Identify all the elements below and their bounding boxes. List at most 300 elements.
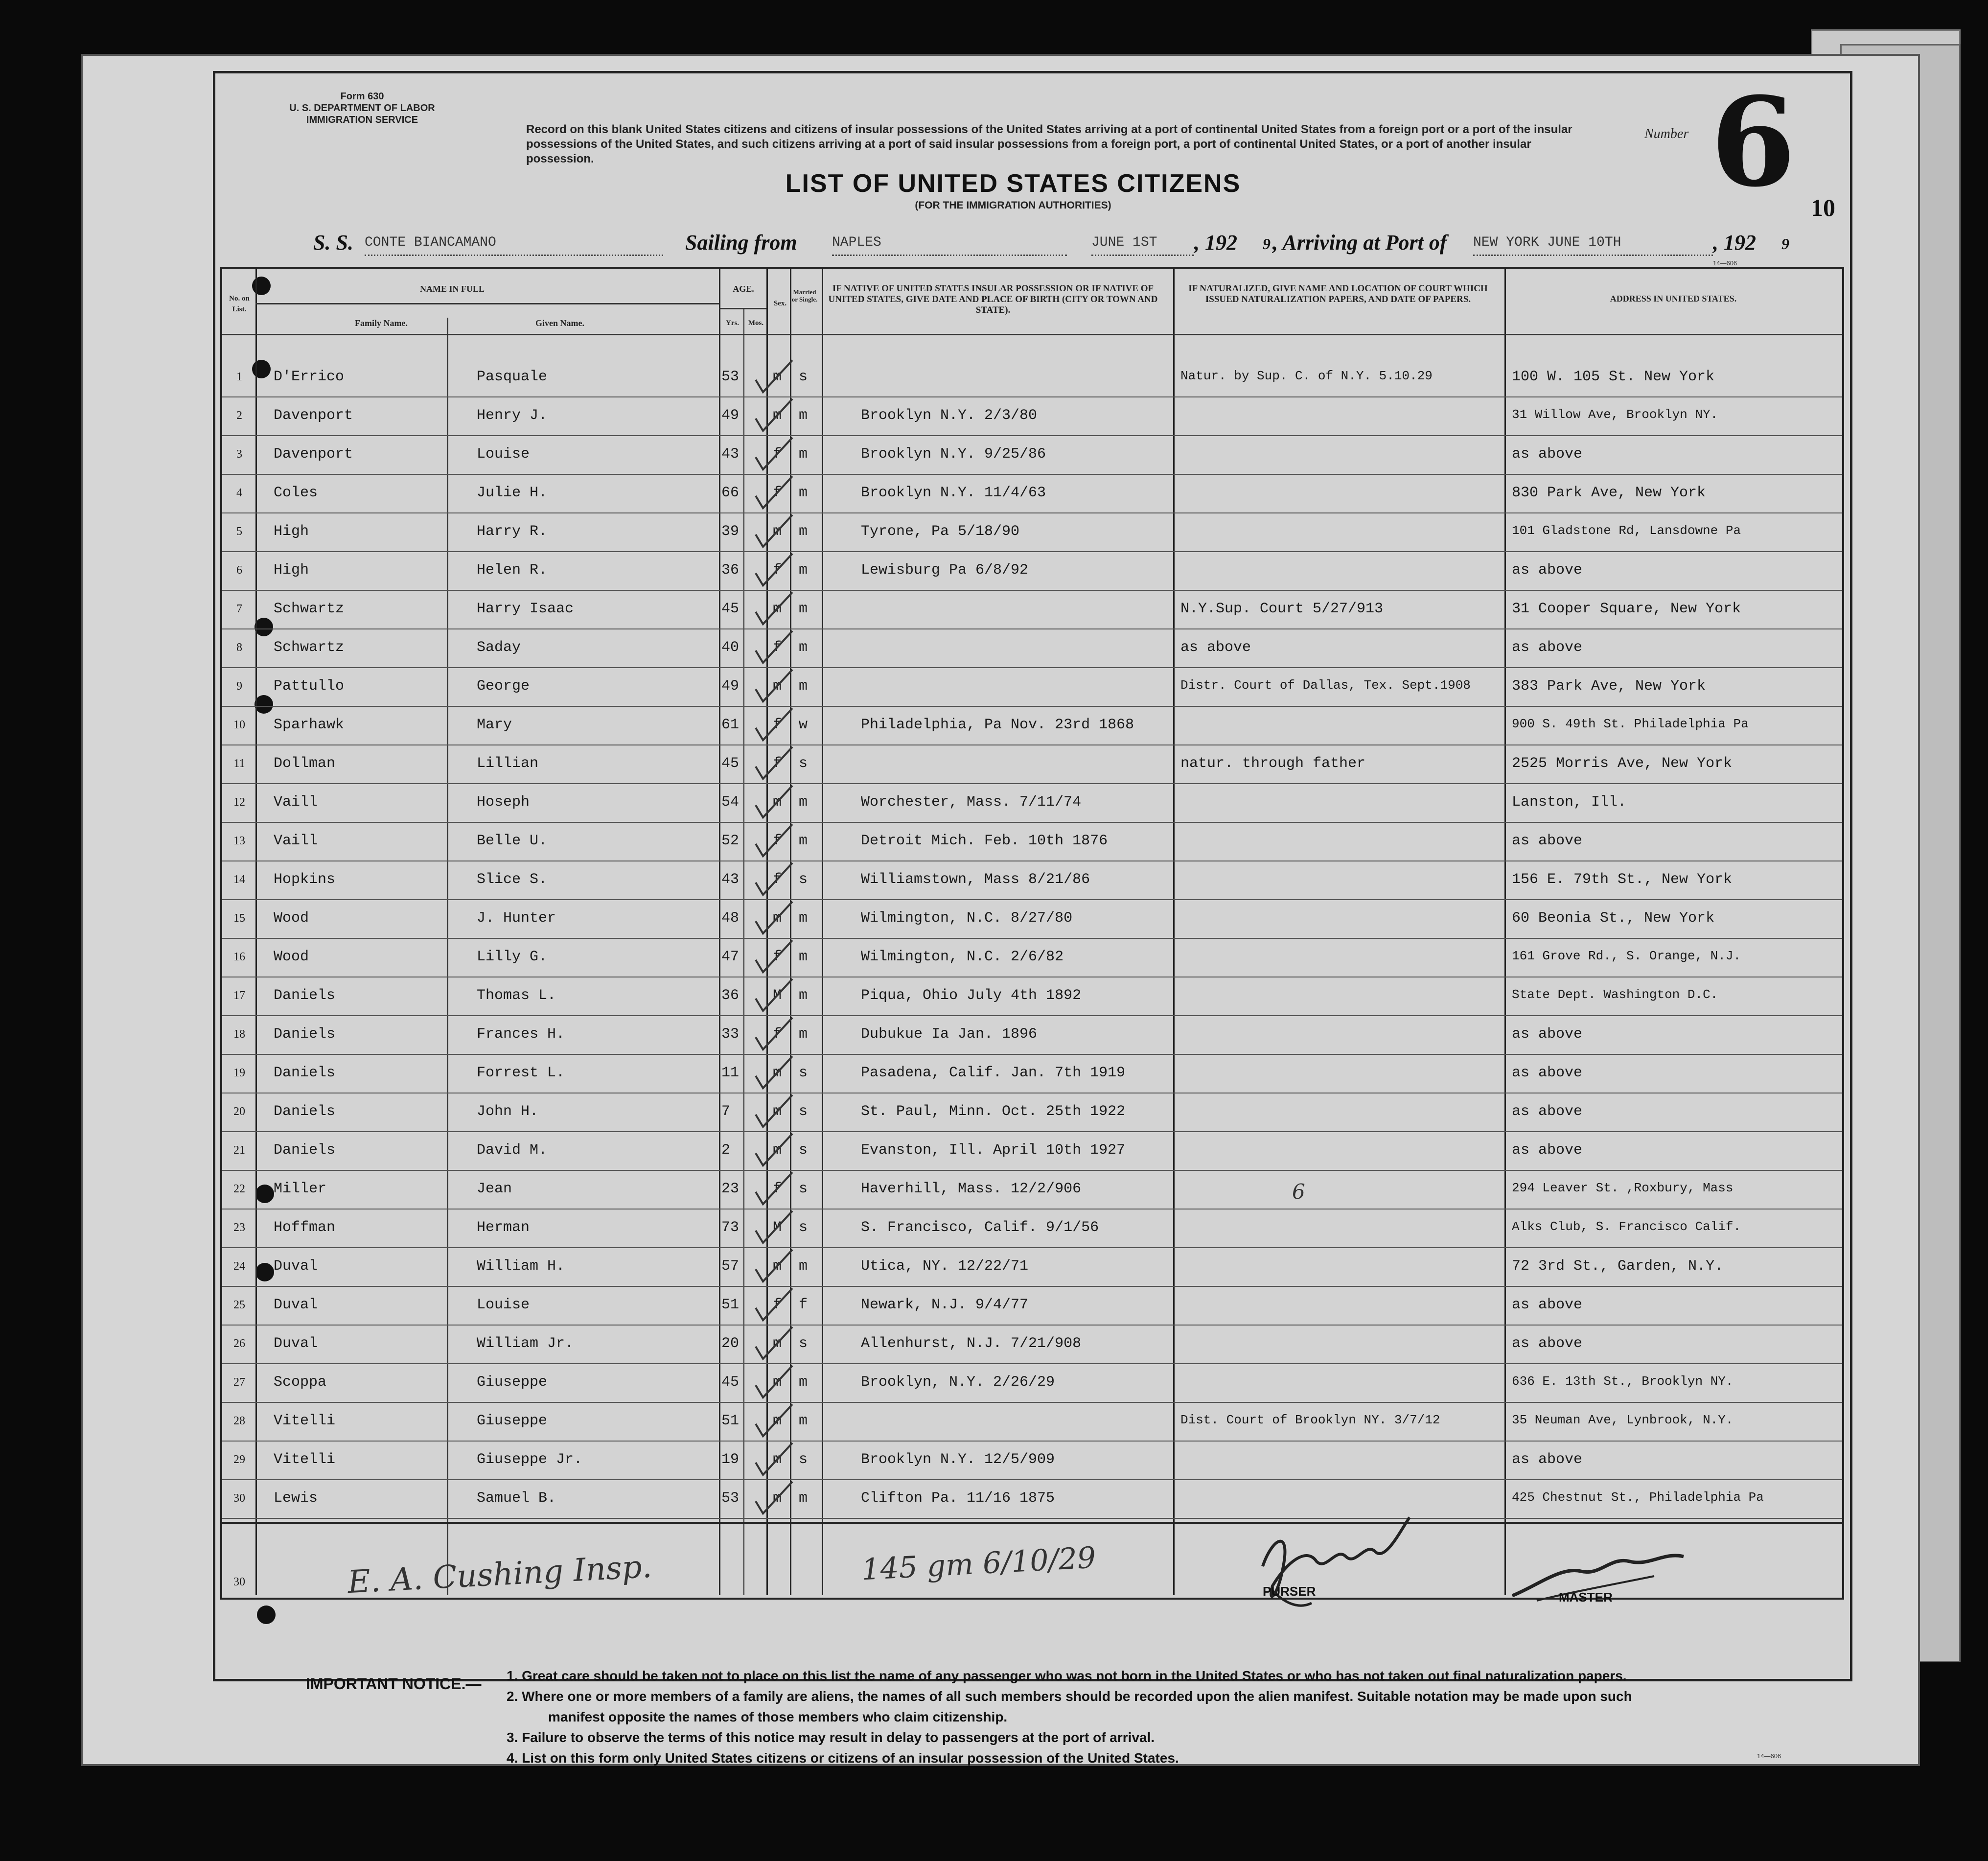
age-years: 54 [721,794,740,811]
arriving-label: , Arriving at Port of [1272,231,1447,255]
family-name: Wood [274,910,309,927]
table-row [222,1247,1842,1287]
given-name: J. Hunter [477,910,556,927]
family-name: Duval [274,1335,318,1352]
marital-status: s [799,755,808,772]
check-mark-icon [753,1247,797,1286]
marital-status: m [799,1374,808,1391]
us-address: 294 Leaver St. ,Roxbury, Mass [1512,1181,1734,1195]
row-number: 5 [236,525,242,538]
given-name: Herman [477,1219,530,1236]
check-mark-icon [753,435,797,474]
check-mark-icon [753,1479,797,1518]
marital-status: m [799,485,808,501]
row-number: 21 [233,1144,245,1157]
row-number: 3 [236,448,242,461]
family-name: Daniels [274,987,336,1004]
ship-name: CONTE BIANCAMANO [365,235,663,256]
check-mark-icon [753,861,797,899]
given-name: Mary [477,717,512,733]
col-mos: Mos. [748,319,764,327]
check-mark-icon [753,899,797,938]
check-mark-icon [753,706,797,744]
table-row [222,977,1842,1016]
marital-status: m [799,987,808,1004]
table-row [222,1441,1842,1480]
age-years: 45 [721,601,740,617]
birthplace: St. Paul, Minn. Oct. 25th 1922 [861,1103,1126,1120]
notice-form-code: 14—606 [1757,1752,1781,1760]
sex: f [773,1026,782,1043]
table-row [222,667,1842,707]
us-address: 31 Willow Ave, Brooklyn NY. [1512,407,1718,422]
marital-status: m [799,833,808,849]
family-name: Schwartz [274,601,345,617]
row-number: 23 [233,1221,245,1234]
check-mark-icon [753,938,797,977]
family-name: Miller [274,1181,327,1197]
sex: m [773,601,782,617]
row-number: 28 [233,1415,245,1427]
table-row [222,1402,1842,1442]
check-mark-icon [753,1209,797,1247]
family-name: Dollman [274,755,336,772]
check-mark-icon [753,1170,797,1209]
sex: m [773,1142,782,1159]
row-number: 13 [233,835,245,847]
us-address: as above [1512,446,1583,463]
table-row [222,590,1842,629]
given-name: Forrest L. [477,1065,565,1081]
birthplace: Brooklyn N.Y. 11/4/63 [861,485,1046,501]
row-number: 17 [233,989,245,1002]
birthplace: Williamstown, Mass 8/21/86 [861,871,1090,888]
birthplace: Brooklyn, N.Y. 2/26/29 [861,1374,1055,1391]
given-name: David M. [477,1142,548,1159]
us-address: 425 Chestnut St., Philadelphia Pa [1512,1490,1764,1505]
family-name: High [274,523,309,540]
col-yrs: Yrs. [725,319,740,327]
given-name: Giuseppe [477,1413,548,1429]
marital-status: m [799,678,808,695]
naturalization: Natur. by Sup. C. of N.Y. 5.10.29 [1180,369,1433,383]
col-family-name: Family Name. [355,318,408,328]
us-address: as above [1512,833,1583,849]
inspection-date: 145 gm 6/10/29 [860,1540,1097,1587]
given-name: Belle U. [477,833,548,849]
marital-status: s [799,1142,808,1159]
marital-status: s [799,1181,808,1197]
family-name: Scoppa [274,1374,327,1391]
sex: M [773,987,782,1004]
marginal-note: 6 [1292,1180,1305,1204]
document-title: LIST OF UNITED STATES CITIZENS [785,169,1241,198]
arriving-year-digit: 9 [1781,235,1789,253]
table-row [222,1015,1842,1055]
check-mark-icon [753,358,797,396]
marital-status: m [799,1026,808,1043]
marital-status: m [799,1490,808,1507]
us-address: 72 3rd St., Garden, N.Y. [1512,1258,1724,1275]
table-row [222,551,1842,591]
check-mark-icon [753,551,797,590]
check-mark-icon [753,1131,797,1170]
age-years: 23 [721,1181,740,1197]
age-years: 36 [721,562,740,579]
us-address: as above [1512,639,1583,656]
col-sex: Sex. [773,300,787,307]
age-years: 51 [721,1297,740,1313]
row-number: 24 [233,1260,245,1273]
family-name: D'Errico [274,369,345,385]
age-years: 66 [721,485,740,501]
check-mark-icon [753,977,797,1015]
row-number: 30 [233,1492,245,1505]
age-years: 57 [721,1258,740,1275]
us-address: as above [1512,1142,1583,1159]
notice-item-3: 3. Failure to observe the terms of this notice may result in delay to passengers at the port of arrival. [507,1730,1155,1745]
sex: f [773,949,782,965]
table-row [222,938,1842,977]
us-address: 156 E. 79th St., New York [1512,871,1733,888]
sailing-port: NAPLES [832,235,1067,256]
age-years: 49 [721,678,740,695]
check-mark-icon [753,628,797,667]
family-name: Vaill [274,794,318,811]
row-number: 26 [233,1337,245,1350]
us-address: as above [1512,1335,1583,1352]
family-name: Hopkins [274,871,336,888]
sex: m [773,1490,782,1507]
us-address: Lanston, Ill. [1512,794,1627,811]
sex: m [773,1103,782,1120]
table-row [222,1170,1842,1210]
given-name: Saday [477,639,521,656]
page-number: 10 [1811,194,1835,221]
table-row [222,1131,1842,1171]
sex: f [773,755,782,772]
table-row [222,1479,1842,1519]
sex: f [773,717,782,733]
age-years: 73 [721,1219,740,1236]
given-name: Jean [477,1181,512,1197]
given-name: Giuseppe [477,1374,548,1391]
col-no: No. on List. [229,295,250,313]
table-row [222,706,1842,745]
us-address: Alks Club, S. Francisco Calif. [1512,1219,1741,1234]
age-years: 51 [721,1413,740,1429]
age-years: 11 [721,1065,740,1081]
marital-status: m [799,1413,808,1429]
given-name: Julie H. [477,485,548,501]
given-name: Samuel B. [477,1490,556,1507]
family-name: Daniels [274,1026,336,1043]
row-number: 22 [233,1183,245,1195]
family-name: Coles [274,485,318,501]
birthplace: Brooklyn N.Y. 2/3/80 [861,407,1038,424]
family-name: Hoffman [274,1219,336,1236]
sex: m [773,794,782,811]
given-name: John H. [477,1103,539,1120]
birthplace: Pasadena, Calif. Jan. 7th 1919 [861,1065,1126,1081]
check-mark-icon [753,744,797,783]
notice-item-2: 2. Where one or more members of a family are aliens, the names of all such members should be recorded upon the alien manifest. Suitable notation may be made upon such [507,1689,1632,1704]
document-subtitle: (FOR THE IMMIGRATION AUTHORITIES) [915,200,1111,211]
check-mark-icon [753,1363,797,1402]
us-address: as above [1512,1065,1583,1081]
sex: f [773,446,782,463]
family-name: Daniels [274,1065,336,1081]
sailing-from-label: Sailing from [685,231,797,255]
check-mark-icon [753,1325,797,1363]
notice-item-2-cont: manifest opposite the names of those members who claim citizenship. [548,1709,1008,1724]
check-mark-icon [753,1441,797,1479]
binder-hole [257,1605,276,1624]
given-name: Lillian [477,755,539,772]
us-address: as above [1512,1103,1583,1120]
family-name: Vaill [274,833,318,849]
family-name: Davenport [274,407,353,424]
marital-status: m [799,794,808,811]
family-name: Daniels [274,1103,336,1120]
age-years: 20 [721,1335,740,1352]
check-mark-icon [753,474,797,512]
marital-status: s [799,1335,808,1352]
age-years: 36 [721,987,740,1004]
citizens-table [220,267,1844,1600]
table-row [222,1363,1842,1403]
table-row [222,1209,1842,1248]
age-years: 53 [721,369,740,385]
sex: f [773,1181,782,1197]
marital-status: m [799,910,808,927]
sex: f [773,1297,782,1313]
family-name: Lewis [274,1490,318,1507]
row-number: 15 [233,912,245,925]
sex: M [773,1219,782,1236]
total-count: 30 [233,1576,245,1588]
given-name: William Jr. [477,1335,574,1352]
check-mark-icon [753,1054,797,1093]
col-naturalization: IF NATURALIZED, GIVE NAME AND LOCATION OF COURT WHICH ISSUED NATURALIZATION PAPERS, AND DATE OF PAPERS. [1188,283,1488,304]
family-name: Vitelli [274,1413,336,1429]
birthplace: Wilmington, N.C. 2/6/82 [861,949,1064,965]
age-years: 53 [721,1490,740,1507]
row-number: 8 [236,641,242,654]
us-address: 31 Cooper Square, New York [1512,601,1741,617]
given-name: George [477,678,530,695]
given-name: Harry Isaac [477,601,574,617]
given-name: Helen R. [477,562,548,579]
naturalization: as above [1180,639,1251,656]
us-address: 60 Beonia St., New York [1512,910,1715,927]
sex: m [773,1374,782,1391]
family-name: Pattullo [274,678,345,695]
age-years: 48 [721,910,740,927]
row-number: 18 [233,1028,245,1041]
us-address: as above [1512,1297,1583,1313]
marital-status: s [799,871,808,888]
marital-status: f [799,1297,808,1313]
us-address: State Dept. Washington D.C. [1512,987,1718,1002]
sex: m [773,1413,782,1429]
sex: f [773,871,782,888]
given-name: Thomas L. [477,987,556,1004]
age-years: 43 [721,446,740,463]
check-mark-icon [753,783,797,822]
us-address: 383 Park Ave, New York [1512,678,1706,695]
birthplace: Detroit Mich. Feb. 10th 1876 [861,833,1108,849]
birthplace: Newark, N.J. 9/4/77 [861,1297,1029,1313]
birthplace: Utica, NY. 12/22/71 [861,1258,1029,1275]
notice-item-4: 4. List on this form only United States citizens or citizens of an insular possession of the United States. [507,1750,1179,1766]
table-row [222,822,1842,861]
age-years: 52 [721,833,740,849]
age-years: 7 [721,1103,731,1120]
naturalization: Dist. Court of Brooklyn NY. 3/7/12 [1180,1413,1440,1427]
marital-status: m [799,949,808,965]
given-name: Pasquale [477,369,548,385]
table-row [222,1325,1842,1364]
age-years: 40 [721,639,740,656]
row-number: 16 [233,951,245,963]
age-years: 39 [721,523,740,540]
us-address: 100 W. 105 St. New York [1512,369,1715,385]
family-name: Duval [274,1258,318,1275]
check-mark-icon [753,512,797,551]
table-row [222,899,1842,939]
sex: m [773,1065,782,1081]
check-mark-icon [753,667,797,706]
table-row [222,628,1842,668]
marital-status: s [799,1451,808,1468]
row-number: 14 [233,873,245,886]
birthplace: Piqua, Ohio July 4th 1892 [861,987,1082,1004]
notice-title: IMPORTANT NOTICE.— [306,1675,482,1693]
marital-status: s [799,369,808,385]
marital-status: m [799,601,808,617]
given-name: Louise [477,446,530,463]
list-number: 6 [1711,70,1796,214]
sex: m [773,1258,782,1275]
record-instructions: Record on this blank United States citizens and citizens of insular possessions of the United States arriving at a port of continental United States from a foreign port or a port of the insular possessions of the United States, and such citizens arriving at a port of said insular possessions from a foreign port, a port of continental United States, or a port of another insular possession. [526,123,1572,165]
age-years: 43 [721,871,740,888]
sex: f [773,562,782,579]
row-number: 7 [236,603,242,615]
table-row [222,1286,1842,1326]
family-name: High [274,562,309,579]
given-name: Harry R. [477,523,548,540]
row-number: 27 [233,1376,245,1389]
marital-status: s [799,1219,808,1236]
check-mark-icon [753,1015,797,1054]
age-years: 45 [721,755,740,772]
us-address: 830 Park Ave, New York [1512,485,1706,501]
given-name: Slice S. [477,871,548,888]
family-name: Schwartz [274,639,345,656]
notice-item-1: 1. Great care should be taken not to place on this list the name of any passenger who was not born in the United States or who has not taken out final naturalization papers. [507,1668,1627,1683]
family-name: Sparhawk [274,717,345,733]
row-number: 25 [233,1299,245,1311]
age-years: 33 [721,1026,740,1043]
us-address: 2525 Morris Ave, New York [1512,755,1733,772]
check-mark-icon [753,822,797,861]
given-name: Frances H. [477,1026,565,1043]
check-mark-icon [753,590,797,628]
arrival-port: NEW YORK JUNE 10TH [1473,235,1713,256]
row-number: 11 [233,757,245,770]
us-address: as above [1512,562,1583,579]
marital-status: m [799,446,808,463]
us-address: as above [1512,1451,1583,1468]
naturalization: Distr. Court of Dallas, Tex. Sept.1908 [1180,678,1471,693]
birthplace: Worchester, Mass. 7/11/74 [861,794,1082,811]
table-row [222,435,1842,475]
birthplace: Wilmington, N.C. 8/27/80 [861,910,1073,927]
us-address: as above [1512,1026,1583,1043]
table-row [222,861,1842,900]
check-mark-icon [753,1286,797,1325]
sex: f [773,833,782,849]
table-row [222,744,1842,784]
sex: m [773,678,782,695]
age-years: 49 [721,407,740,424]
row-number: 29 [233,1453,245,1466]
inspector-signature: E. A. Cushing Insp. [347,1548,653,1601]
row-number: 6 [236,564,242,577]
marital-status: w [799,717,808,733]
given-name: Louise [477,1297,530,1313]
us-address: 900 S. 49th St. Philadelphia Pa [1512,717,1749,731]
table-row [222,1093,1842,1132]
us-address: 101 Gladstone Rd, Lansdowne Pa [1512,523,1741,538]
col-name-in-full: NAME IN FULL [419,284,485,294]
col-given-name: Given Name. [535,318,584,328]
table-row [222,512,1842,552]
sex: f [773,485,782,501]
given-name: Henry J. [477,407,548,424]
sailing-date: JUNE 1ST [1091,235,1194,256]
birthplace: Clifton Pa. 11/16 1875 [861,1490,1055,1507]
sex: m [773,1335,782,1352]
birthplace: Tyrone, Pa 5/18/90 [861,523,1020,540]
marital-status: m [799,639,808,656]
age-years: 61 [721,717,740,733]
col-age: AGE. [733,284,754,294]
table-row [222,783,1842,823]
col-address: ADDRESS IN UNITED STATES. [1610,294,1737,303]
col-birthplace: IF NATIVE OF UNITED STATES INSULAR POSSESSION OR IF NATIVE OF UNITED STATES, GIVE DATE AND PLACE OF BIRTH (CITY OR TOWN AND STATE). [828,283,1158,315]
form-identifier: Form 630 U. S. DEPARTMENT OF LABOR IMMIGRATION SERVICE [289,91,435,125]
family-name: Davenport [274,446,353,463]
table-row [222,358,1842,397]
table-row [222,1054,1842,1093]
row-number: 2 [236,409,242,422]
check-mark-icon [753,1402,797,1441]
row-number: 12 [233,796,245,809]
row-number: 20 [233,1105,245,1118]
check-mark-icon [753,396,797,435]
birthplace: Brooklyn N.Y. 12/5/909 [861,1451,1055,1468]
birthplace: Brooklyn N.Y. 9/25/86 [861,446,1046,463]
birthplace: Philadelphia, Pa Nov. 23rd 1868 [861,717,1134,733]
family-name: Vitelli [274,1451,336,1468]
naturalization: natur. through father [1180,755,1366,772]
master-label: MASTER [1559,1590,1613,1605]
sex: m [773,523,782,540]
given-name: Hoseph [477,794,530,811]
age-years: 19 [721,1451,740,1468]
